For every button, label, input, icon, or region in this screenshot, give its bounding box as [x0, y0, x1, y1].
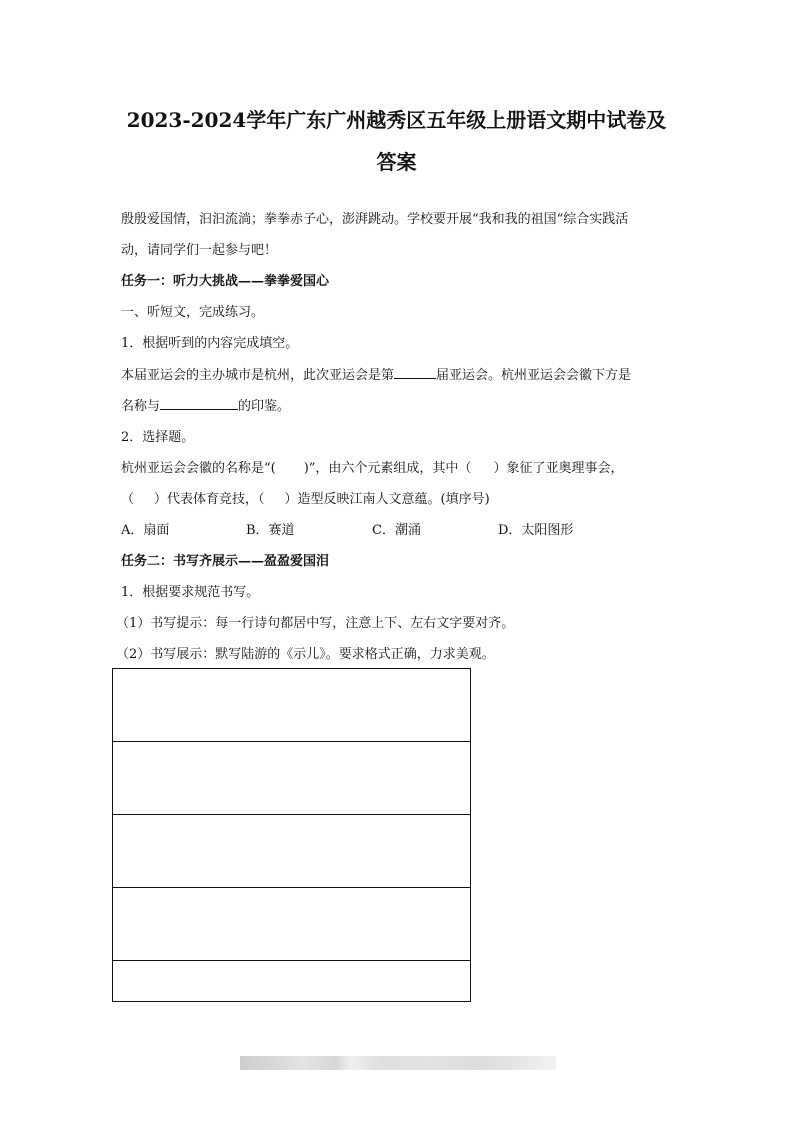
q1-blank-edition[interactable]	[394, 366, 436, 379]
q1-blank-name[interactable]	[160, 397, 238, 410]
option-d: D．太阳图形	[498, 523, 574, 538]
q2-text-e: ）代表体育竞技，（	[154, 492, 265, 507]
task2-writing-display: （2）书写展示：默写陆游的《示儿》。要求格式正确，力求美观。	[116, 647, 495, 662]
task2-q1-label: 1．根据要求规范书写。	[121, 585, 260, 600]
writing-row-1[interactable]	[113, 669, 470, 742]
q2-text-d: （	[121, 492, 135, 507]
option-a: A．扇面	[121, 523, 170, 538]
task1-q2-sentence-1	[121, 457, 623, 476]
writing-row-4[interactable]	[113, 888, 470, 961]
writing-row-3[interactable]	[113, 815, 470, 888]
task1-q1-sentence-2	[121, 395, 290, 414]
intro-text-line-1: 殷殷爱国情，汩汩流淌；拳拳赤子心，澎湃跳动。学校要开展“我和我的祖国“综合实践活	[121, 212, 629, 227]
blurred-footer-watermark	[240, 1056, 556, 1070]
q2-text-c: ）象征了亚奥理事会，	[493, 461, 624, 476]
page-title: 2023-2024学年广东广州越秀区五年级上册语文期中试卷及	[126, 108, 667, 132]
writing-row-2[interactable]	[113, 742, 470, 815]
writing-row-5[interactable]	[113, 961, 470, 1001]
task1-q2-sentence-2	[121, 488, 490, 507]
q2-text-f: ）造型反映江南人文意蕴。(填序号)	[284, 492, 490, 507]
task1-q2-options	[121, 519, 573, 538]
q2-text-a: 杭州亚运会会徽的名称是“(	[121, 461, 276, 476]
page-title-continued: 答案	[376, 150, 417, 174]
q1-text-b: 届亚运会。杭州亚运会会徽下方是	[436, 368, 632, 383]
q1-text-d: 的印鉴。	[238, 399, 291, 414]
intro-text-line-2: 动，请同学们一起参与吧！	[121, 243, 278, 258]
q1-text-c: 名称与	[121, 399, 161, 414]
task1-section-label: 一、听短文，完成练习。	[121, 305, 265, 320]
task1-q2-label: 2．选择题。	[121, 430, 195, 445]
q1-text-a: 本届亚运会的主办城市是杭州，此次亚运会是第	[121, 368, 395, 383]
option-c: C．潮涌	[372, 523, 421, 538]
option-b: B．赛道	[246, 523, 295, 538]
task1-q1-sentence-1	[121, 364, 631, 383]
task1-heading: 任务一：听力大挑战——拳拳爱国心	[121, 274, 330, 289]
writing-grid	[112, 668, 471, 1002]
q2-text-b: )”，由六个元素组成，其中（	[303, 461, 472, 476]
task2-writing-tip: （1）书写提示：每一行诗句都居中写，注意上下、左右文字要对齐。	[116, 616, 515, 631]
task2-heading: 任务二：书写齐展示——盈盈爱国泪	[121, 554, 330, 569]
task1-q1-label: 1．根据听到的内容完成填空。	[121, 336, 299, 351]
